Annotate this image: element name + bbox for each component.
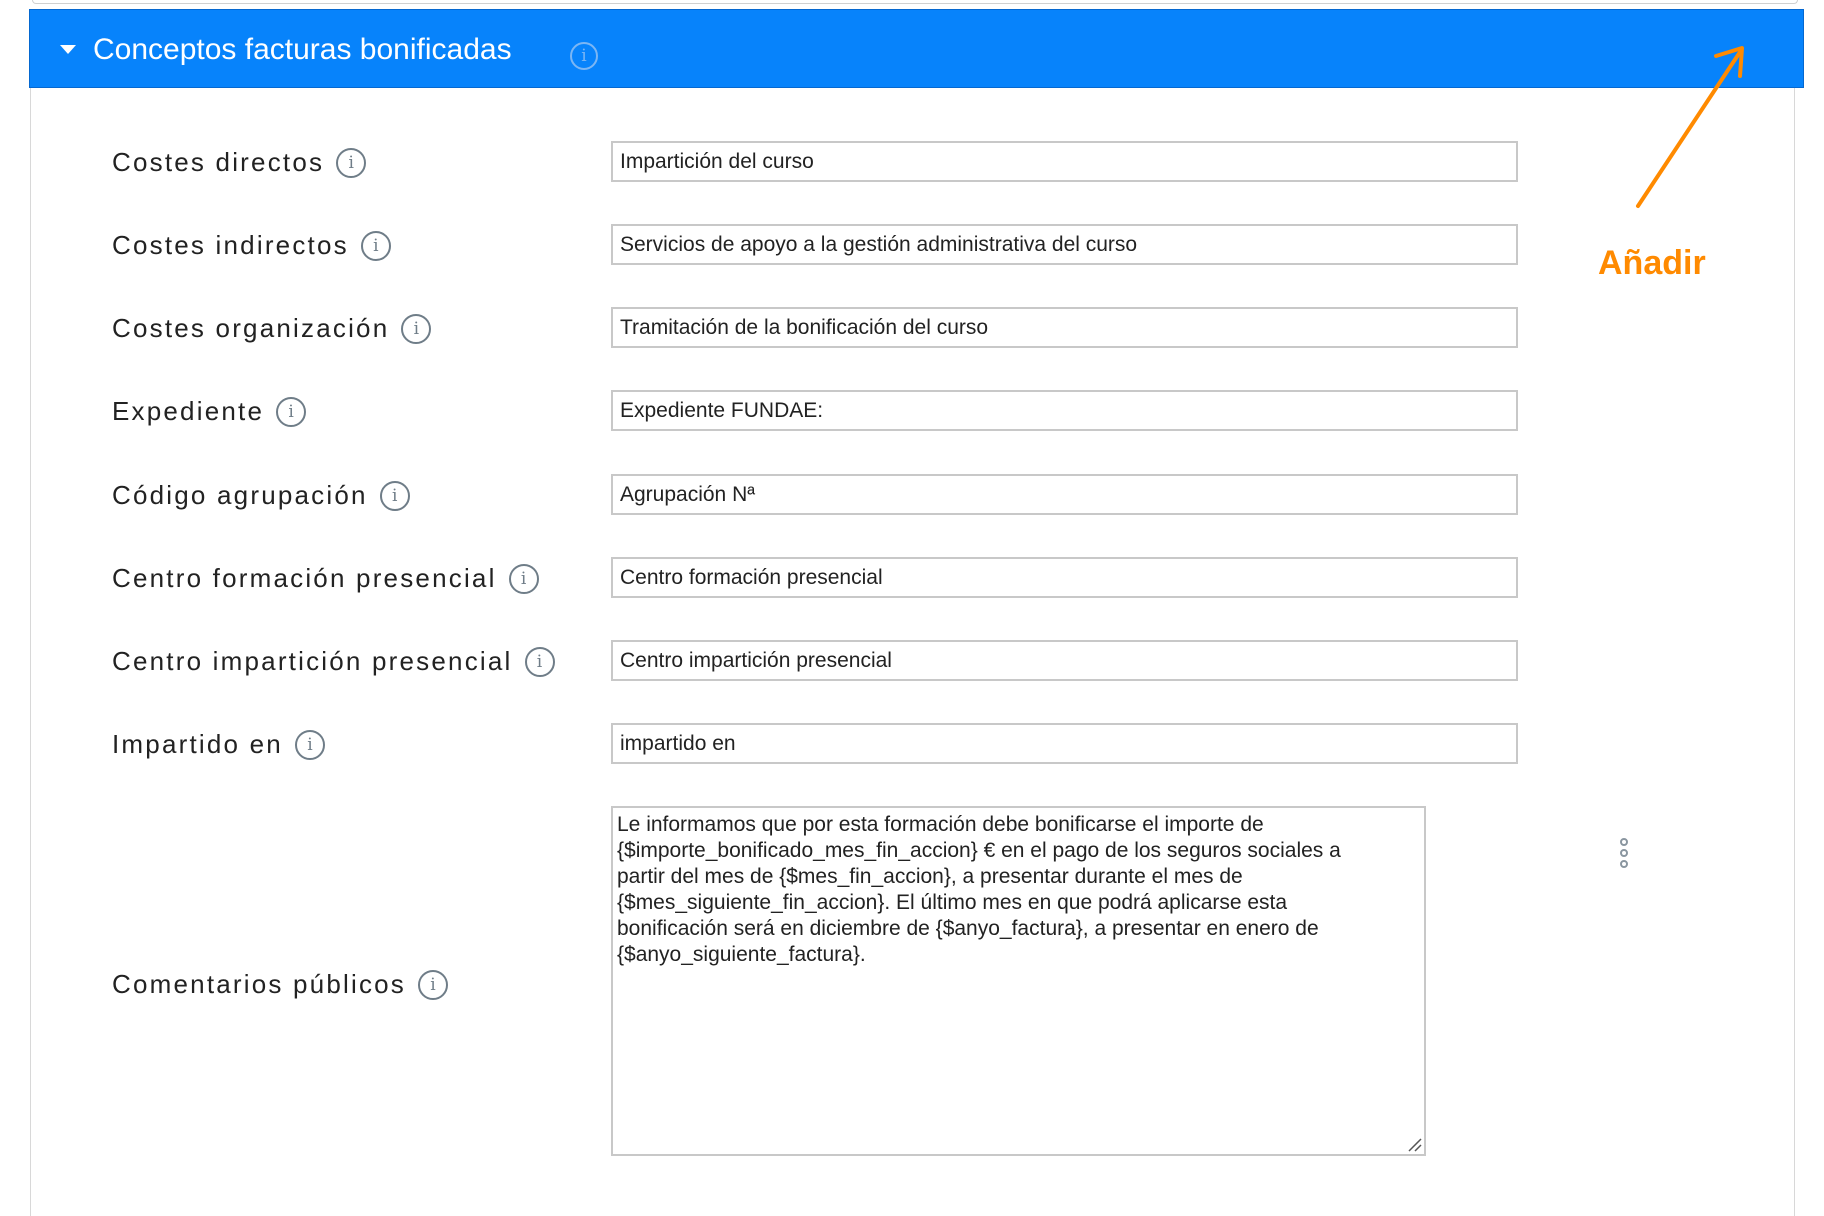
info-icon[interactable]: i: [361, 231, 391, 261]
section-header[interactable]: [29, 9, 1804, 88]
info-icon[interactable]: i: [570, 42, 598, 70]
info-icon[interactable]: i: [418, 970, 448, 1000]
resize-grip-icon[interactable]: [1406, 1136, 1422, 1152]
info-icon[interactable]: i: [276, 397, 306, 427]
comments-line: {$importe_bonificado_mes_fin_accion} € en el pago de los seguros sociales a: [617, 839, 1341, 862]
costes-organizacion-input[interactable]: Tramitación de la bonificación del curso: [611, 307, 1518, 348]
comments-line: partir del mes de {$mes_fin_accion}, a presentar durante el mes de: [617, 865, 1243, 888]
info-icon[interactable]: i: [295, 730, 325, 760]
field-label: [112, 646, 555, 677]
info-icon[interactable]: i: [336, 148, 366, 178]
field-label: [112, 480, 410, 511]
comments-label: [112, 969, 448, 1000]
previous-panel-edge: [32, 0, 1798, 4]
field-label-text: Costes indirectos: [112, 230, 349, 260]
costes-indirectos-input[interactable]: Servicios de apoyo a la gestión administrativa del curso: [611, 224, 1518, 265]
field-label: [112, 230, 391, 261]
comments-textarea[interactable]: [611, 806, 1426, 1156]
field-label: [112, 147, 366, 178]
section-title[interactable]: Conceptos facturas bonificadas: [93, 33, 512, 66]
field-label-text: Impartido en: [112, 729, 283, 759]
comments-line: bonificación será en diciembre de {$anyo_factura}, a presentar en enero de: [617, 917, 1319, 940]
field-label-text: Costes organización: [112, 313, 390, 343]
field-label: [112, 396, 306, 427]
field-label-text: Costes directos: [112, 147, 325, 177]
more-options-icon[interactable]: [1618, 838, 1630, 872]
info-icon[interactable]: i: [525, 647, 555, 677]
codigo-agrupacion-input[interactable]: Agrupación Nª: [611, 474, 1518, 515]
field-label-text: Centro impartición presencial: [112, 646, 513, 676]
field-label: [112, 729, 325, 760]
annotation-arrow-icon: [1620, 40, 1760, 220]
info-icon[interactable]: i: [401, 314, 431, 344]
comments-line: {$mes_siguiente_fin_accion}. El último mes en que podrá aplicarse esta: [617, 891, 1288, 914]
info-icon[interactable]: i: [380, 481, 410, 511]
centro-formacion-input[interactable]: Centro formación presencial: [611, 557, 1518, 598]
info-icon[interactable]: i: [509, 564, 539, 594]
field-label-text: Expediente: [112, 396, 265, 426]
field-label: [112, 313, 431, 344]
impartido-en-input[interactable]: impartido en: [611, 723, 1518, 764]
costes-directos-input[interactable]: Impartición del curso: [611, 141, 1518, 182]
field-label-text: Código agrupación: [112, 480, 368, 510]
annotation-label: Añadir: [1598, 244, 1706, 282]
comments-line: {$anyo_siguiente_factura}.: [617, 943, 866, 966]
centro-imparticion-input[interactable]: Centro impartición presencial: [611, 640, 1518, 681]
expediente-input[interactable]: Expediente FUNDAE:: [611, 390, 1518, 431]
comments-line: Le informamos que por esta formación debe bonificarse el importe de: [617, 813, 1264, 836]
caret-down-icon[interactable]: [60, 45, 76, 54]
field-label-text: Centro formación presencial: [112, 563, 497, 593]
field-label: [112, 563, 539, 594]
comments-label-text: Comentarios públicos: [112, 969, 407, 999]
